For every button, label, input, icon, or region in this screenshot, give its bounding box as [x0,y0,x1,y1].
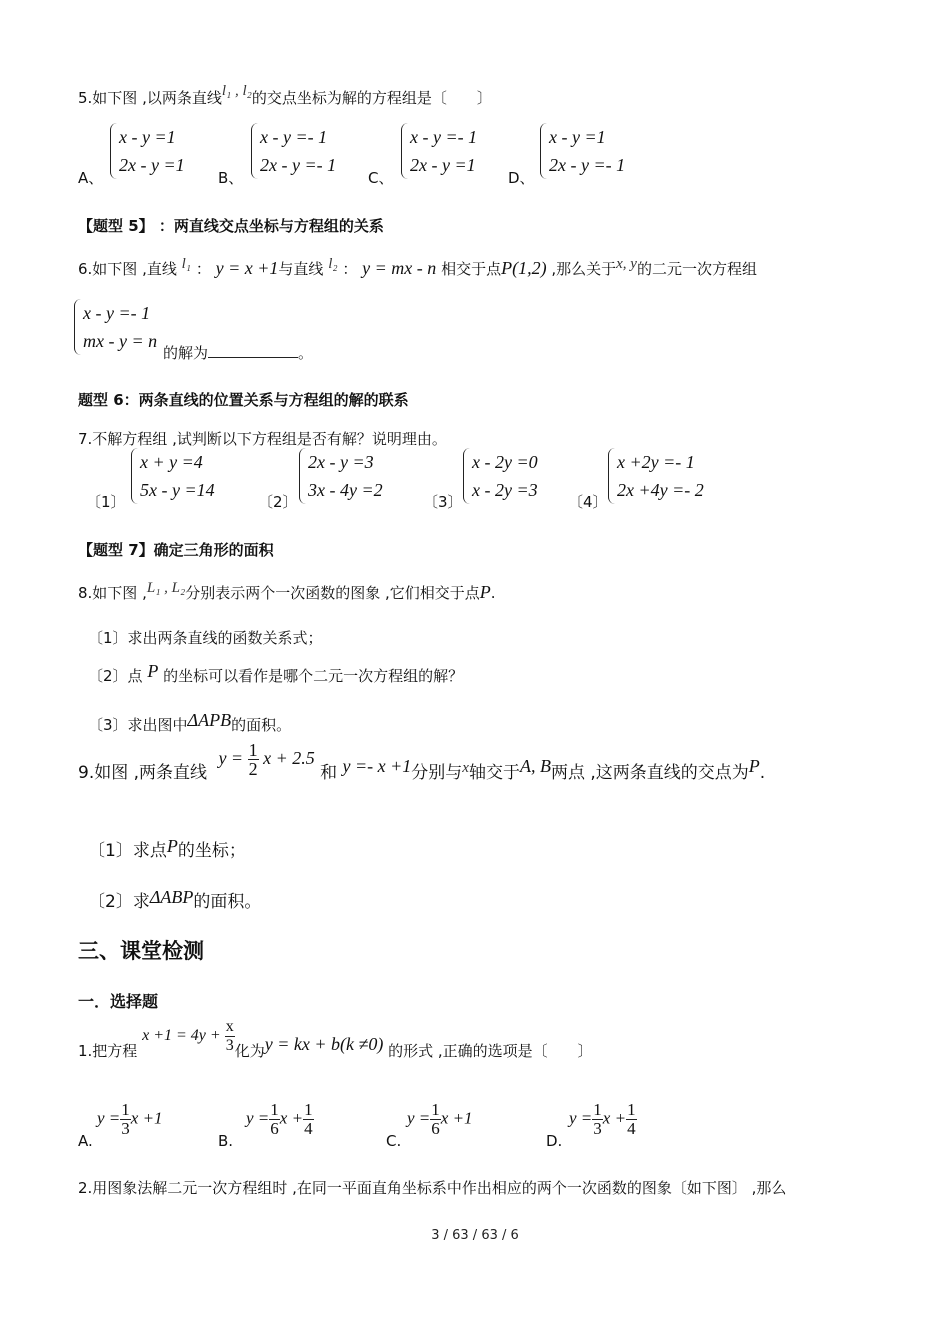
page-number: 3 / 63 / 63 / 6 [431,1228,519,1243]
c2-text: 2.用图象法解二元一次方程组时 ,在同一平面直角坐标系中作出相应的两个一次函数的图象〔如下图〕 ,那么 [78,1179,787,1197]
q6-p6: 的解为 [163,344,209,362]
q6-sys-eq2: mx - y = n [83,331,158,351]
q6-l2: l₂ [328,256,338,272]
c1-option-d-expr [569,1101,637,1138]
q6-p1: 6.如下图 ,直线 [78,260,177,278]
q5-text-after: 的交点坐标为解的方程组是〔 〕 [251,89,492,107]
q9-p1: 9.如图 ,两条直线 [78,763,208,783]
c1-p1: 1.把方程 [78,1042,138,1060]
type6-heading: 题型 6：两条直线的位置关系与方程组的解的联系 [78,391,409,409]
c1-a-frac [120,1101,131,1138]
q9-p3: 分别与 [411,763,463,783]
c1-a-post: x +1 [130,1108,163,1128]
q9-frac-num: 1 [248,740,258,761]
c1-option-c-label[interactable]: C. [386,1132,402,1150]
c1-option-d-label[interactable]: D. [546,1132,563,1150]
q7-sys1-eq1: x + y =4 [140,452,203,472]
q5-option-d-system [540,123,625,179]
c1-c-pre: y = [407,1108,431,1128]
c1-d-pre: y = [569,1108,593,1128]
q6-eq-l1: y = x +1 [215,258,279,278]
q9-frac-den: 2 [248,759,258,780]
c1-frac-num: x [225,1017,234,1035]
q8-s3b: 的面积。 [231,716,292,734]
q6-colon1: ： [195,260,211,278]
c1-eq-pre: x +1 = 4y + [142,1027,221,1044]
q9-s2b: 的面积。 [193,892,262,912]
q6-p7: 。 [298,344,314,362]
q8-sub1: 〔1〕求出两条直线的函数关系式； [88,629,323,647]
type5-heading: 【题型 5】 ：两直线交点坐标与方程组的关系 [78,217,384,235]
c1-b-den2: 4 [304,1119,313,1138]
c1-b-pre: y = [246,1108,270,1128]
c1-option-c-expr [407,1101,473,1138]
c1-d-num: 1 [593,1100,602,1119]
c1-fraction [225,1018,235,1055]
c1-b-frac2 [303,1101,314,1138]
q5-text: 5.如下图 ,以两条直线 [78,89,222,107]
c1-a-num: 1 [121,1100,130,1119]
q6-vars: x, y [616,256,637,272]
q8-sub2 [88,661,464,686]
c1-c-frac [430,1101,441,1138]
q7-sys4-eq1: x +2y =- 1 [617,452,695,472]
c1-d-frac2 [626,1101,637,1138]
q5-option-c-eq1: x - y =- 1 [410,127,478,147]
q6-line [78,258,757,279]
q9-line [78,740,766,794]
c1-a-pre: y = [97,1108,121,1128]
q6-answer-line [163,342,313,363]
q7-sys3 [463,448,538,504]
q9-points: A, B [519,756,551,776]
q8-s3-triangle: ΔAPB [187,710,232,730]
choice-heading: 一．选择题 [78,992,159,1011]
q7-sys2-label: 〔2〕 [258,493,298,511]
q8-s2b: 的坐标可以看作是哪个二元一次方程组的解？ [163,667,464,685]
q7-sys3-eq1: x - 2y =0 [472,452,538,472]
c1-a-den: 3 [121,1119,130,1138]
q7-sys1-label: 〔1〕 [86,493,126,511]
q7-sys2-eq1: 2x - y =3 [308,452,374,472]
q7-sys1 [131,448,215,504]
c1-d-post: x + [602,1108,627,1128]
q9-eq1 [218,740,315,780]
q5-option-a-system [110,123,185,179]
q9-eq1-post: x + 2.5 [263,748,315,768]
q8-s2-point: P [147,661,159,681]
q8-s2a: 〔2〕点 [88,667,143,685]
c1-c-den: 6 [431,1119,440,1138]
q9-point: P [748,756,760,776]
q7-text: 7.不解方程组 ,试判断以下方程组是否有解？说明理由。 [78,430,447,448]
q5-option-b-eq1: x - y =- 1 [260,127,328,147]
q6-system [74,299,157,355]
c1-c-post: x +1 [440,1108,473,1128]
q7-sys3-eq2: x - 2y =3 [472,480,538,500]
q6-l1: l₁ [181,256,192,272]
type7-heading: 【题型 7】确定三角形的面积 [78,541,274,559]
q6-sys-eq1: x - y =- 1 [83,303,151,323]
section3-heading: 三、课堂检测 [78,939,204,963]
q9-s1a: 〔1〕求点 [88,841,167,861]
q5-option-c-label: C、 [368,169,394,187]
c1-b-num: 1 [270,1100,279,1119]
q9-s1-point: P [166,836,178,856]
q9-eq1-pre: y = [218,748,244,768]
c1-d-den2: 4 [627,1119,636,1138]
c1-b-frac [269,1101,280,1138]
q5-option-d-label: D、 [508,169,535,187]
q5-option-c-eq2: 2x - y =1 [410,155,476,175]
c1-b-den: 6 [270,1119,279,1138]
q6-p3: 相交于点 [441,260,502,278]
q7-sys1-eq2: 5x - y =14 [140,480,215,500]
c1-frac-den: 3 [225,1036,234,1054]
q5-option-b-eq2: 2x - y =- 1 [260,155,337,175]
q9-axis: x [462,760,469,776]
c1-b-post: x + [279,1108,304,1128]
c1-b-num2: 1 [304,1100,313,1119]
q8-line [78,582,496,603]
c1-option-b-label[interactable]: B. [218,1132,234,1150]
q7-sys4-label: 〔4〕 [568,493,608,511]
q6-answer-blank[interactable] [208,343,298,358]
q8-s3a: 〔3〕求出图中 [88,716,188,734]
q8-p1: 8.如下图 , [78,584,147,602]
q5-option-a-label: A、 [78,169,104,187]
c1-form: y = kx + b(k ≠0) [264,1034,384,1054]
q8-lines: L₁ , L₂ [146,580,186,596]
q7-sys2-eq2: 3x - 4y =2 [308,480,383,500]
c1-d-den: 3 [593,1119,602,1138]
c1-option-a-expr [97,1101,163,1138]
q7-sys3-label: 〔3〕 [423,493,463,511]
q5-lines-label: l₁ , l₂ [221,83,252,99]
q5-option-a-eq2: 2x - y =1 [119,155,185,175]
q5-option-d-eq1: x - y =1 [549,127,606,147]
q7-sys4-eq2: 2x +4y =- 2 [617,480,704,500]
c1-d-frac [592,1101,603,1138]
q9-p4: 轴交于 [468,763,520,783]
q5-option-d-eq2: 2x - y =- 1 [549,155,626,175]
q5-option-a-eq1: x - y =1 [119,127,176,147]
q7-sys4 [608,448,704,504]
q5-option-c-system [401,123,477,179]
q6-point: P(1,2) [501,258,547,278]
q8-point: P [479,582,491,602]
q9-sub1 [88,836,246,861]
c1-p2: 化为 [234,1042,265,1060]
q9-p2: 和 [320,763,338,783]
q9-eq1-fraction [248,741,259,778]
q6-p4: ,那么关于 [546,260,617,278]
q5-line [78,83,492,108]
c1-option-a-label[interactable]: A. [78,1132,93,1150]
q9-sub2 [88,887,261,912]
c1-line [78,1017,593,1074]
q6-p5: 的二元一次方程组 [636,260,757,278]
q6-colon2: ： [342,260,358,278]
q5-option-b-label: B、 [218,169,244,187]
q8-p2: 分别表示两个一次函数的图象 ,它们相交于点 [185,584,480,602]
q8-p3: . [490,584,496,602]
c1-p3: 的形式 ,正确的选项是〔 〕 [388,1042,593,1060]
q9-s2a: 〔2〕求 [88,892,150,912]
q9-s2-triangle: ΔABP [149,887,194,907]
q7-sys2 [299,448,383,504]
q9-eq2: y =- x +1 [342,756,412,776]
q8-sub3 [88,710,292,735]
q9-p5: 两点 ,这两条直线的交点为 [550,763,749,783]
q6-p2: 与直线 [278,260,324,278]
c1-d-num2: 1 [627,1100,636,1119]
q9-p6: . [759,763,766,783]
q9-s1b: 的坐标； [177,841,246,861]
c1-option-b-expr [246,1101,314,1138]
q5-option-b-system [251,123,336,179]
c1-c-num: 1 [431,1100,440,1119]
q6-eq-l2: y = mx - n [362,258,437,278]
c1-equation [142,1017,235,1054]
